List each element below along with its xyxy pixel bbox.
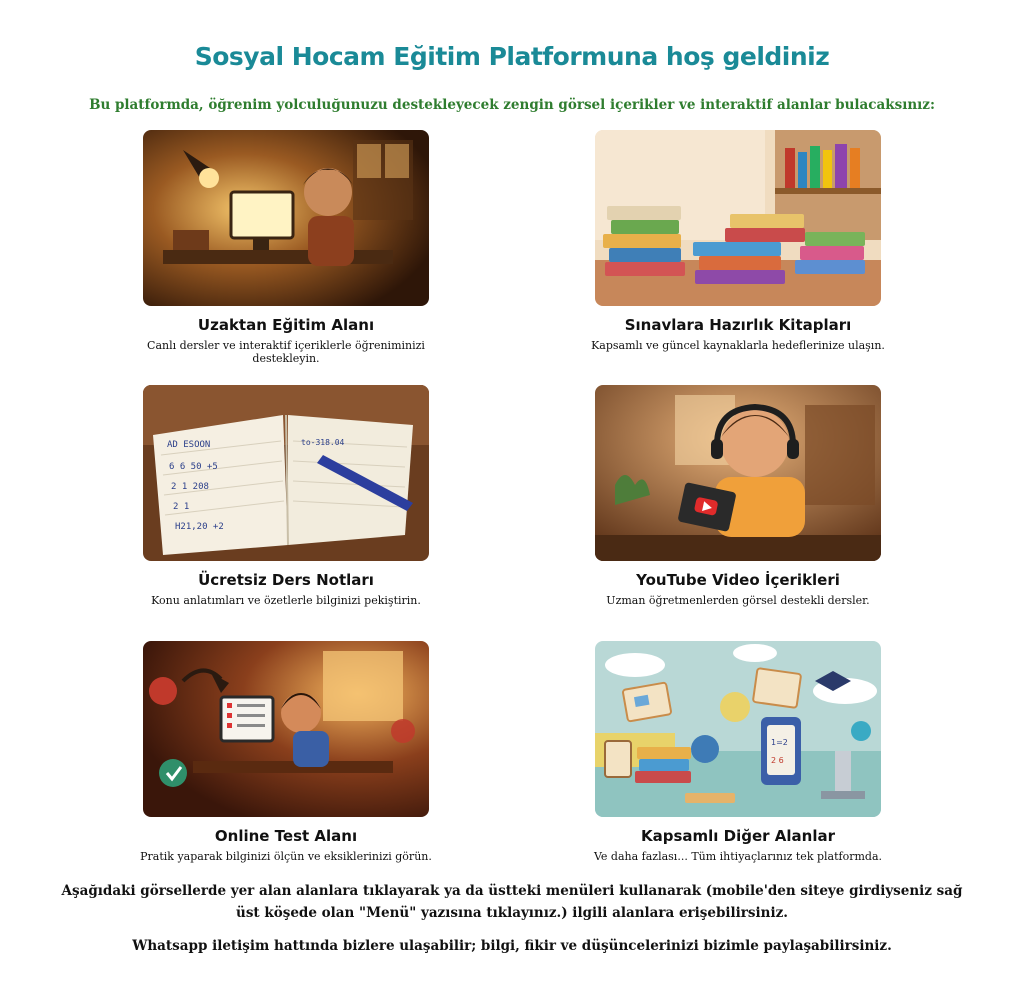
- svg-text:to-318.04: to-318.04: [301, 438, 345, 447]
- svg-text:2 1 208: 2 1 208: [171, 482, 209, 492]
- card-title[interactable]: Ücretsiz Ders Notları: [198, 571, 374, 589]
- youtube-videos-image[interactable]: [595, 385, 881, 561]
- card-other-areas[interactable]: [568, 641, 908, 863]
- card-youtube-videos[interactable]: [568, 385, 908, 607]
- card-title[interactable]: Sınavlara Hazırlık Kitapları: [624, 316, 852, 334]
- card-description: Pratik yaparak bilginizi ölçün ve eksiklerinizi görün.: [140, 850, 432, 863]
- page-subtitle: Bu platformda, öğrenim yolculuğunuzu destekleyecek zengin görsel içerikler ve interaktif alanlar bulacaksınız:: [89, 97, 935, 113]
- page-title: Sosyal Hocam Eğitim Platformuna hoş geldiniz: [194, 42, 830, 71]
- card-description: Ve daha fazlası... Tüm ihtiyaçlarınız tek platformda.: [593, 850, 882, 863]
- card-title[interactable]: Uzaktan Eğitim Alanı: [197, 316, 375, 334]
- svg-text:2 1: 2 1: [173, 502, 190, 512]
- online-test-image[interactable]: [143, 641, 429, 817]
- card-title[interactable]: Online Test Alanı: [214, 827, 358, 845]
- footer-contact: Whatsapp iletişim hattında bizlere ulaşabilir; bilgi, fikir ve düşüncelerinizi bizimle paylaşabilirsiniz.: [132, 938, 892, 954]
- other-areas-image[interactable]: [595, 641, 881, 817]
- distance-education-image[interactable]: [143, 130, 429, 306]
- svg-text:1=2: 1=2: [771, 738, 788, 747]
- card-description: Konu anlatımları ve özetlerle bilginizi pekiştirin.: [151, 594, 421, 607]
- card-exam-books[interactable]: [568, 130, 908, 352]
- exam-books-image[interactable]: [595, 130, 881, 306]
- footer-instructions: Aşağıdaki görsellerde yer alan alanlara tıklayarak ya da üstteki menüleri kullanarak (mobile'den siteye girdiyseniz sağ üst köşede olan "Menü" yazısına tıklayınız.) ilgili alanlara erişebilirsiniz.: [61, 883, 963, 921]
- card-title[interactable]: YouTube Video İçerikleri: [636, 571, 840, 589]
- free-notes-image[interactable]: [143, 385, 429, 561]
- card-online-test[interactable]: [116, 641, 456, 863]
- svg-text:2 6: 2 6: [771, 756, 784, 765]
- card-description: Uzman öğretmenlerden görsel destekli dersler.: [606, 594, 870, 607]
- card-description: Kapsamlı ve güncel kaynaklarla hedeflerinize ulaşın.: [591, 339, 885, 352]
- card-description: Canlı dersler ve interaktif içeriklerle öğreniminizi destekleyin.: [147, 339, 425, 365]
- card-distance-education[interactable]: [116, 130, 456, 365]
- svg-text:AD ESOON: AD ESOON: [167, 440, 211, 450]
- svg-text:H21,20 +2: H21,20 +2: [175, 522, 224, 532]
- card-title[interactable]: Kapsamlı Diğer Alanlar: [640, 827, 835, 845]
- card-free-notes[interactable]: [116, 385, 456, 607]
- svg-text:6 6 50 +5: 6 6 50 +5: [169, 462, 218, 472]
